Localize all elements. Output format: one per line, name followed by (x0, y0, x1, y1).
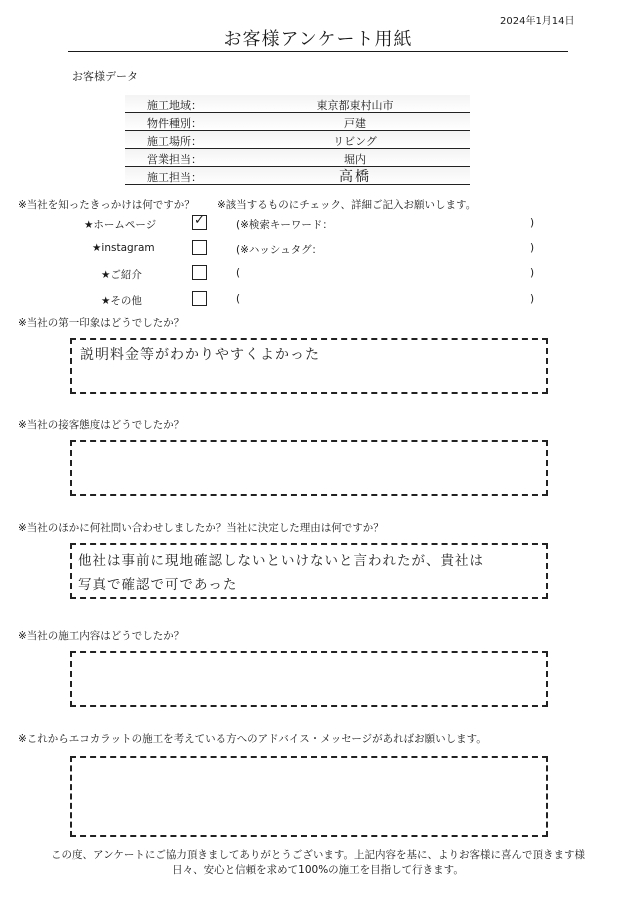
footer-line-1: この度、アンケートにご協力頂きましてありがとうございます。上記内容を基に、よりお客様に喜んで頂きます様 (50, 849, 586, 861)
answer-box-first-impression[interactable] (70, 338, 548, 394)
question-other-companies: ※当社のほかに何社問い合わせしましたか？当社に決定した理由は何ですか？ (18, 522, 384, 534)
title-underline (68, 51, 568, 52)
info-value: 戸建 (344, 117, 366, 130)
answer-box-other-companies[interactable] (70, 543, 548, 599)
handwritten-answer-line1: 他社は事前に現地確認しないといけないと言われたが、貴社は (78, 553, 484, 569)
source-question: ※当社を知ったきっかけは何ですか？ (18, 199, 195, 211)
question-advice: ※これからエコカラットの施工を考えている方へのアドバイス・メッセージがあればお願いします。 (18, 733, 487, 745)
info-value: 東京都東村山市 (316, 99, 394, 112)
info-value-handwritten: 高橋 (339, 169, 371, 185)
info-row-area (125, 95, 470, 113)
detail-label-referral: ( (236, 267, 241, 279)
source-label-instagram: ★instagram (92, 242, 155, 254)
info-key: 営業担当： (147, 153, 202, 166)
detail-label-homepage: (※検索キーワード： (236, 219, 333, 231)
handwritten-answer: 説明料金等がわかりやすくよかった (80, 347, 320, 363)
handwritten-answer-line2: 写真で確認で可であった (78, 577, 238, 593)
footer-line-2: 日々、安心と信頼を求めて100%の施工を目指して行きます。 (172, 864, 464, 876)
answer-box-installation[interactable] (70, 651, 548, 707)
answer-box-advice[interactable] (70, 756, 548, 837)
question-customer-service: ※当社の接客態度はどうでしたか？ (18, 419, 185, 431)
info-row-install-staff (125, 167, 470, 185)
detail-label-other: ( (236, 293, 241, 305)
survey-date: 2024年1月14日 (500, 16, 575, 27)
question-first-impression: ※当社の第一印象はどうでしたか？ (18, 317, 185, 329)
question-installation: ※当社の施工内容はどうでしたか？ (18, 630, 185, 642)
close-paren: ) (530, 242, 535, 254)
page-title: お客様アンケート用紙 (223, 29, 413, 50)
check-mark-icon: ✓ (194, 213, 205, 228)
info-key: 施工担当： (147, 171, 202, 184)
info-key: 物件種別： (147, 117, 202, 130)
source-label-other: ★その他 (101, 295, 142, 307)
info-key: 施工場所： (147, 135, 202, 148)
checkbox-homepage[interactable] (192, 215, 207, 230)
info-row-location (125, 131, 470, 149)
source-label-homepage: ★ホームページ (84, 219, 157, 231)
answer-box-customer-service[interactable] (70, 440, 548, 496)
checkbox-other[interactable] (192, 291, 207, 306)
detail-label-instagram: (※ハッシュタグ： (236, 244, 323, 256)
info-key: 施工地域： (147, 99, 202, 112)
source-label-referral: ★ご紹介 (101, 269, 142, 281)
checkbox-referral[interactable] (192, 265, 207, 280)
info-value: 堀内 (344, 153, 366, 166)
close-paren: ) (530, 267, 535, 279)
info-value: リビング (333, 135, 377, 148)
info-row-property-type (125, 113, 470, 131)
close-paren: ) (530, 217, 535, 229)
source-instruction: ※該当するものにチェック、詳細ご記入お願いします。 (217, 199, 477, 211)
info-row-sales-staff (125, 149, 470, 167)
customer-data-label: お客様データ (72, 70, 138, 83)
close-paren: ) (530, 293, 535, 305)
checkbox-instagram[interactable] (192, 240, 207, 255)
